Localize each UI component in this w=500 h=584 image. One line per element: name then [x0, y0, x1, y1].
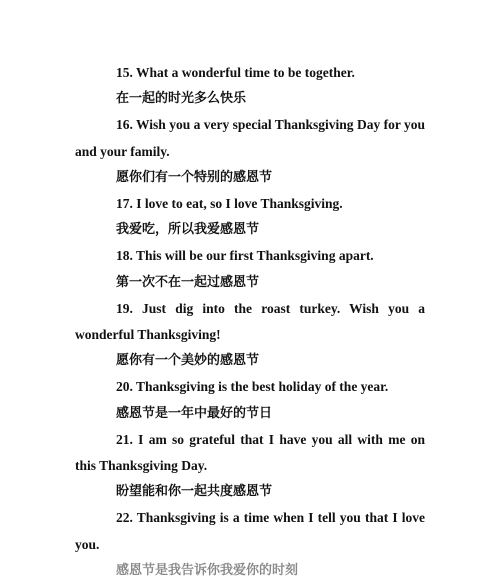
paragraph-20-zh: 感恩节是一年中最好的节日 — [116, 405, 273, 421]
paragraph-18-zh: 第一次不在一起过感恩节 — [116, 274, 260, 290]
paragraph-15-en: 15. What a wonderful time to be together. — [116, 65, 355, 80]
paragraph-21-en: 21. I am so grateful that I have you all with me on this Thanksgiving Day. — [75, 431, 425, 474]
paragraph-19-en: 19. Just dig into the roast turkey. Wish you a wonderful Thanksgiving! — [75, 300, 425, 343]
paragraph-17-en: 17. I love to eat, so I love Thanksgiving. — [116, 196, 343, 212]
paragraph-18-en: 18. This will be our first Thanksgiving apart. — [116, 248, 374, 264]
paragraph-16-en: 16. Wish you a very special Thanksgiving Day for you and your family. — [75, 117, 425, 159]
paragraph-17-zh: 我爱吃，所以我爱感恩节 — [116, 222, 260, 238]
document-body — [75, 60, 425, 576]
paragraph-15-zh: 在一起的时光多么快乐 — [116, 91, 247, 107]
paragraph-16-zh: 愿你们有一个特别的感恩节 — [116, 169, 273, 185]
paragraph-19-zh: 愿你有一个美妙的感恩节 — [116, 353, 260, 369]
paragraph-22-zh: 感恩节是我告诉你我爱你的时刻 — [116, 562, 299, 578]
paragraph-22-en: 22. Thanksgiving is a time when I tell you that I love you. — [75, 510, 425, 552]
paragraph-21-zh: 盼望能和你一起共度感恩节 — [116, 484, 273, 500]
paragraph-20-en: 20. Thanksgiving is the best holiday of the year. — [116, 379, 389, 395]
